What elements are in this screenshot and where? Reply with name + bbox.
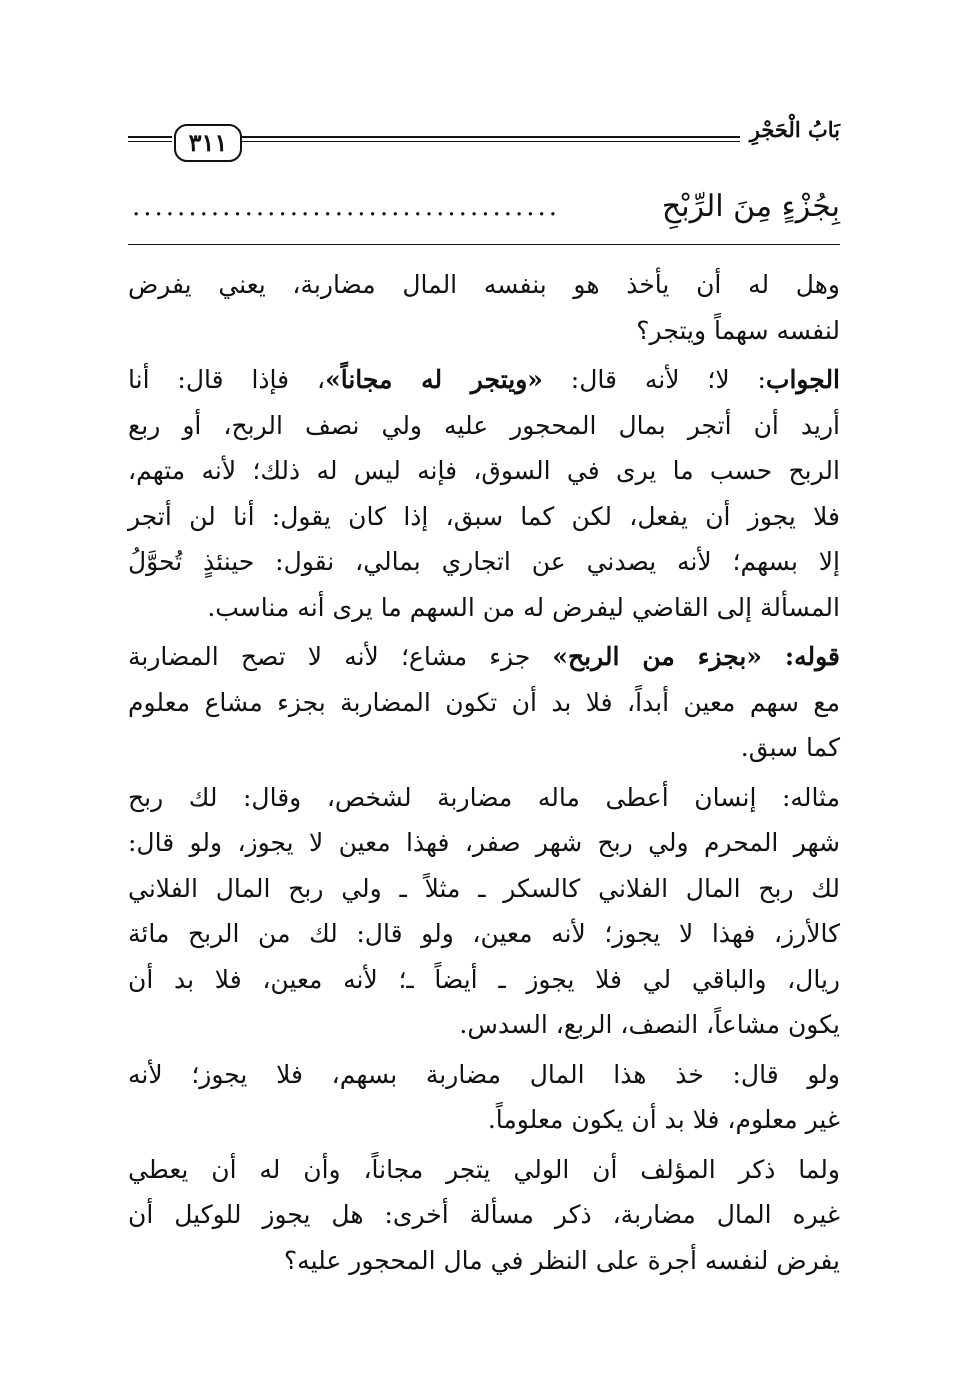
- text-run: : لا؛ لأنه قال:: [542, 365, 766, 394]
- text-line: ولو قال: خذ هذا المال مضاربة بسهم، فلا يجوز؛ لأنه: [128, 1059, 840, 1089]
- text-line: كالأرز، فهذا لا يجوز؛ لأنه معين، ولو قال: لك من الربح مائة: [128, 919, 840, 948]
- text-line: غيره المال مضاربة، ذكر مسألة أخرى: هل يجوز للوكيل أن: [128, 1200, 840, 1229]
- text-line: [128, 357, 840, 403]
- body-text: [128, 262, 840, 1283]
- section-leader-dots: ......................................: [132, 192, 561, 222]
- paragraph: [128, 775, 840, 1048]
- paragraph: [128, 1147, 840, 1284]
- paragraph: [128, 357, 840, 630]
- text-line: ريال، والباقي لي فلا يجوز ـ أيضاً ـ؛ لأنه معين، فلا بد أن: [128, 964, 840, 994]
- text-line: [128, 634, 840, 680]
- text-line: الربح حسب ما يرى في السوق، فإنه ليس له ذلك؛ لأنه متهم،: [128, 456, 840, 485]
- section-rule: [128, 244, 840, 245]
- text-run: ، فإذا قال: أنا: [128, 365, 326, 394]
- answer-label: الجواب: [765, 365, 841, 394]
- text-line: لك ربح المال الفلاني كالسكر ـ مثلاً ـ ولي ربح المال الفلاني: [128, 873, 840, 903]
- text-line: فلا يجوز أن يفعل، لكن كما سبق، إذا كان يقول: أنا لن أتجر: [128, 501, 840, 531]
- quoted-text: «ويتجر له مجاناً»: [325, 365, 543, 394]
- header-rule-top: [128, 136, 172, 138]
- quoted-text: قوله: «بجزء من الربح»: [552, 642, 840, 671]
- text-line: شهر المحرم ولي ربح شهر صفر، فهذا معين لا يجوز، ولو قال:: [128, 828, 840, 857]
- header-rule-bottom: [128, 141, 172, 142]
- text-line: لنفسه سهماً ويتجر؟: [636, 315, 840, 345]
- section-heading: [128, 180, 840, 246]
- paragraph: [128, 1052, 840, 1143]
- text-line: وهل له أن يأخذ هو بنفسه المال مضاربة، يعني يفرض: [128, 270, 840, 299]
- text-line: غير معلوم، فلا بد أن يكون معلوماً.: [487, 1105, 840, 1134]
- header-rule-bottom: [240, 141, 740, 142]
- section-title: بِجُزْءٍ مِنَ الرِّبْحِ: [661, 189, 840, 224]
- text-line: مع سهم معين أبداً، فلا بد أن تكون المضاربة بجزء مشاع معلوم: [128, 687, 840, 717]
- text-line: يكون مشاعاً، النصف، الربع، السدس.: [459, 1010, 840, 1039]
- running-header: [128, 112, 840, 172]
- text-line: إلا بسهم؛ لأنه يصدني عن اتجاري بمالي، نقول: حينئذٍ تُحوَّلُ: [128, 547, 840, 576]
- text-line: مثاله: إنسان أعطى ماله مضاربة لشخص، وقال: لك ربح: [128, 782, 840, 812]
- text-run: جزء مشاع؛ لأنه لا تصح المضاربة: [128, 642, 553, 671]
- text-line: ولما ذكر المؤلف أن الولي يتجر مجاناً، وأن له أن يعطي: [128, 1154, 840, 1184]
- page-number: ٣١١: [174, 124, 242, 162]
- text-line: أريد أن أتجر بمال المحجور عليه ولي نصف الربح، أو ربع: [128, 410, 840, 440]
- text-line: يفرض لنفسه أجرة على النظر في مال المحجور عليه؟: [283, 1245, 840, 1275]
- paragraph: [128, 262, 840, 353]
- text-line: المسألة إلى القاضي ليفرض له من السهم ما يرى أنه مناسب.: [207, 592, 840, 622]
- text-line: كما سبق.: [740, 733, 840, 762]
- header-rule-top: [240, 136, 740, 138]
- paragraph: [128, 634, 840, 771]
- chapter-title: بَابُ الْحَجْرِ: [749, 117, 840, 142]
